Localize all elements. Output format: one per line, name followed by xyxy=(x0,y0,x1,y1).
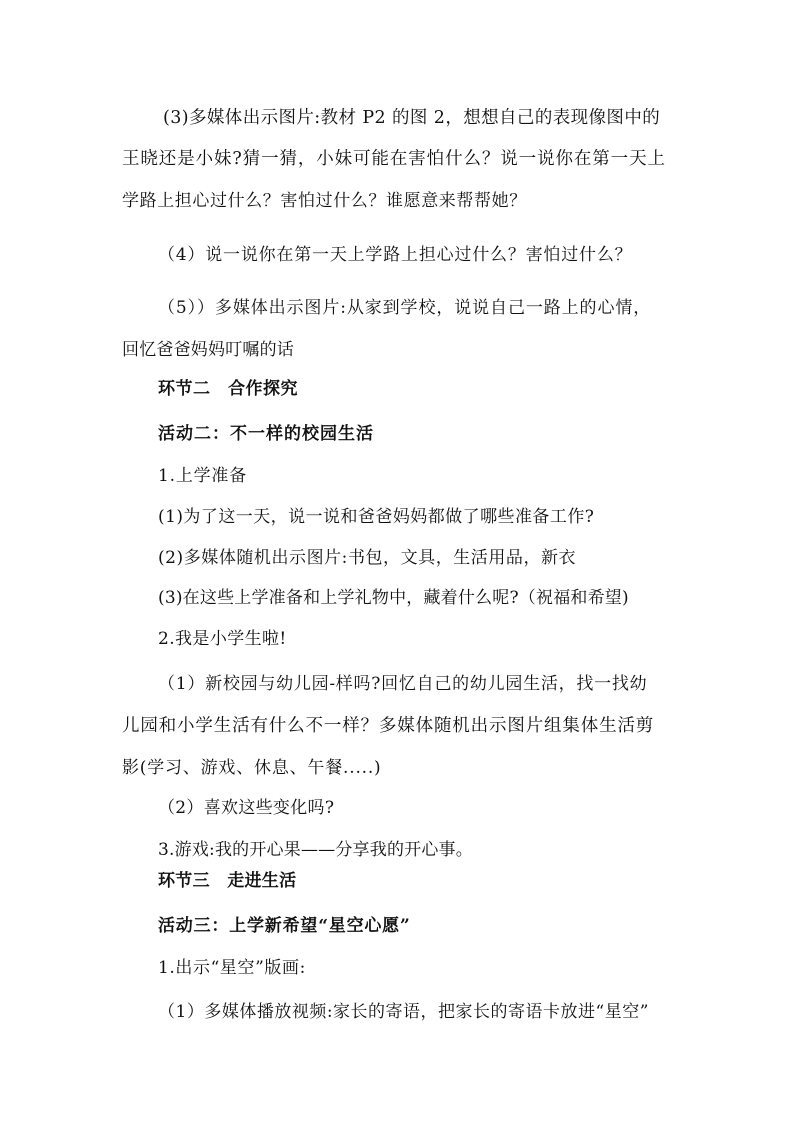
l10: (2)多媒体随机出示图片:书包，文具，生活用品，新衣 xyxy=(158,548,577,568)
l18: 环节三 走进生活 xyxy=(158,871,297,891)
l5: 回忆爸爸妈妈叮嘱的话 xyxy=(122,340,294,360)
l21: （1）多媒体播放视频:家长的寄语，把家长的寄语卡放进“星空” xyxy=(158,1002,649,1022)
l0: (3)多媒体出示图片:教材 P2 的图 2，想想自己的表现像图中的 xyxy=(163,108,661,128)
l19: 活动三：上学新希望“星空心愿” xyxy=(158,916,411,936)
l2: 学路上担心过什么？害怕过什么？谁愿意来帮帮她？ xyxy=(122,191,527,211)
l8: 1.上学准备 xyxy=(158,466,248,486)
l4: （5））多媒体出示图片:从家到学校，说说自己一路上的心情， xyxy=(158,298,652,318)
l12: 2.我是小学生啦! xyxy=(158,629,287,649)
l20: 1.出示“星空”版画: xyxy=(158,958,306,978)
l14: 儿园和小学生活有什么不一样？多媒体随机出示图片组集体生活剪 xyxy=(122,716,655,736)
l7: 活动二：不一样的校园生活 xyxy=(158,424,374,444)
l15: 影(学习、游戏、休息、午餐.....) xyxy=(122,758,382,778)
l6: 环节二 合作探究 xyxy=(158,379,298,399)
l16: （2）喜欢这些变化吗? xyxy=(158,798,335,818)
l9: (1)为了这一天，说一说和爸爸妈妈都做了哪些准备工作? xyxy=(158,507,595,527)
l17: 3.游戏:我的开心果——分享我的开心事。 xyxy=(158,840,473,860)
l13: （1）新校园与幼儿园-样吗?回忆自己的幼儿园生活，找一找幼 xyxy=(158,674,648,694)
l3: （4）说一说你在第一天上学路上担心过什么？害怕过什么？ xyxy=(158,245,633,265)
l11: (3)在这些上学准备和上学礼物中，藏着什么呢?（祝福和希望) xyxy=(158,588,629,608)
l1: 王晓还是小妹?猜一猜，小妹可能在害怕什么？说一说你在第一天上 xyxy=(122,149,666,169)
